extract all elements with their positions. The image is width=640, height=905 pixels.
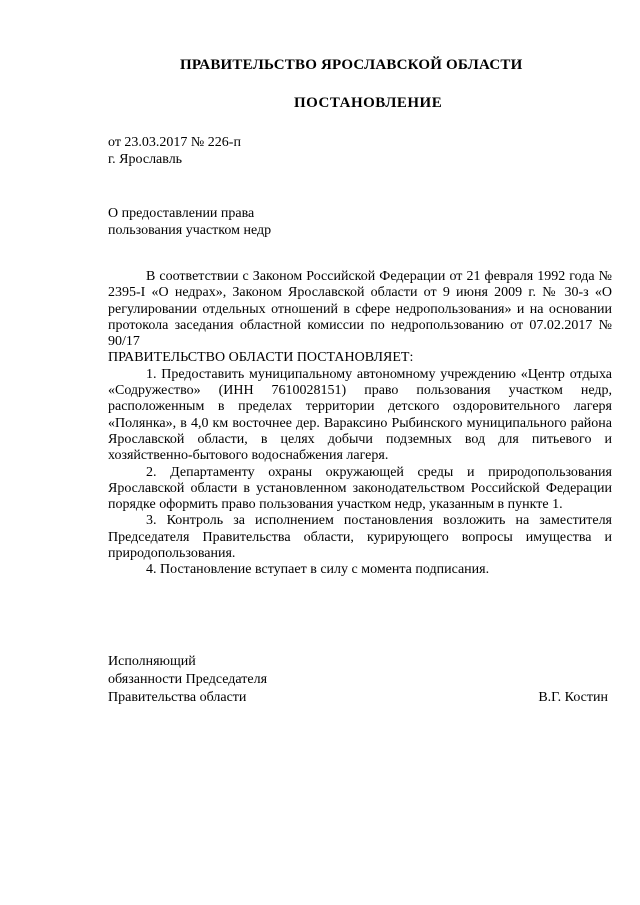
subject-line-2: пользования участком недр xyxy=(108,223,272,238)
signatory-title-line-3: Правительства области xyxy=(108,690,247,705)
signature-block xyxy=(108,653,608,707)
city: г. Ярославль xyxy=(108,152,183,167)
preamble-paragraph: В соответствии с Законом Российской Федерации от 21 февраля 1992 года № 2395-I «О недрах», Законом Ярославской области от 9 июня 2009 г. № 30-з «О регулировании отдельных отношений в сфере недропользования» и на основании протокола заседания областной комиссии по недропользованию от 07.02.2017 № 90/17 xyxy=(108,269,612,350)
document-type-title: ПОСТАНОВЛЕНИЕ xyxy=(294,95,443,111)
date-number: от 23.03.2017 № 226-п xyxy=(108,135,241,150)
government-title: ПРАВИТЕЛЬСТВО ЯРОСЛАВСКОЙ ОБЛАСТИ xyxy=(180,57,523,73)
item-2-paragraph: 2. Департаменту охраны окружающей среды и природопользования Ярославской области в установленном законодательством Российской Федерации порядке оформить право пользования участком недр, указанным в пункте 1. xyxy=(108,464,612,513)
subject-line-1: О предоставлении права xyxy=(108,206,255,221)
document-body xyxy=(108,269,612,579)
signatory-title-line-1: Исполняющий xyxy=(108,654,196,669)
document-meta xyxy=(108,134,241,168)
signatory-row xyxy=(108,689,608,707)
item-3-paragraph: 3. Контроль за исполнением постановления возложить на заместителя Председателя Правительства области, курирующего вопросы имущества и природопользования. xyxy=(108,513,612,562)
signatory-title-line-2: обязанности Председателя xyxy=(108,672,268,687)
document-subject xyxy=(108,205,271,239)
resolution-heading: ПРАВИТЕЛЬСТВО ОБЛАСТИ ПОСТАНОВЛЯЕТ: xyxy=(108,350,414,366)
signatory-name: В.Г. Костин xyxy=(538,690,608,705)
item-4-paragraph: 4. Постановление вступает в силу с момента подписания. xyxy=(146,562,490,578)
item-1-paragraph: 1. Предоставить муниципальному автономному учреждению «Центр отдыха «Содружество» (ИНН 7610028151) право пользования участком недр, расположенным в пределах территории детского оздоровительного лагеря «Полянка», в 4,0 км восточнее дер. Вараксино Рыбинского муниципального района Ярославской области, в целях добычи подземных вод для питьевого и хозяйственно-бытового водоснабжения лагеря. xyxy=(108,366,612,464)
